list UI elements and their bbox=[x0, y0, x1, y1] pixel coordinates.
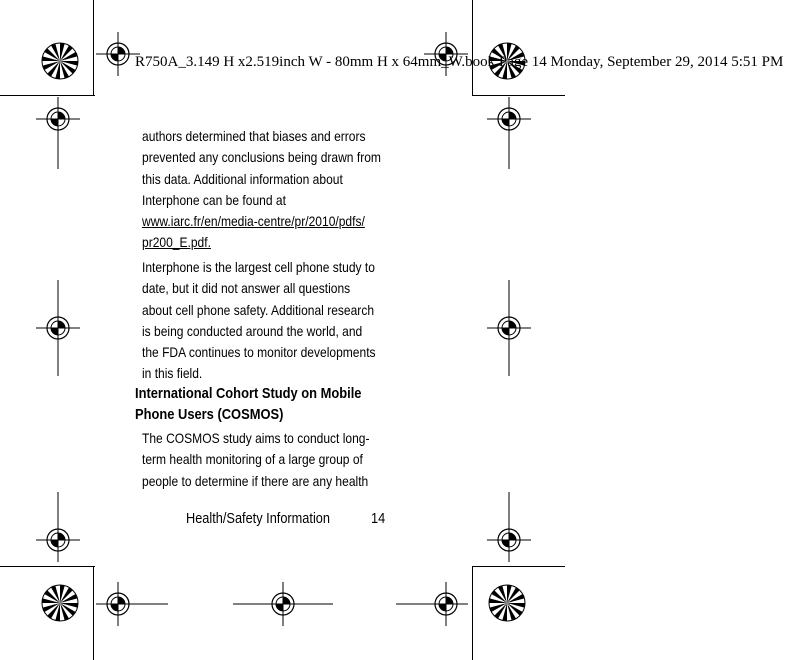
registration-mark bbox=[36, 97, 80, 141]
text-line: this data. Additional information about bbox=[142, 170, 343, 187]
star-target-icon bbox=[488, 584, 526, 622]
registration-mark bbox=[36, 306, 80, 350]
section-heading bbox=[135, 383, 427, 425]
registration-mark bbox=[96, 32, 140, 76]
iarc-link[interactable]: www.iarc.fr/en/media-centre/pr/2010/pdfs/ bbox=[142, 213, 365, 230]
printer-slug: R750A_3.149 H x2.519inch W - 80mm H x 64mm_W.book Page 14 Monday, September 29, 2014 5:51 PM bbox=[135, 54, 784, 70]
text-line: prevented any conclusions being drawn from bbox=[142, 149, 381, 166]
registration-mark bbox=[487, 518, 531, 562]
text-line: date, but it did not answer all questions bbox=[142, 280, 351, 297]
text-line: in this field. bbox=[142, 365, 203, 382]
heading-line: International Cohort Study on Mobile bbox=[135, 385, 362, 402]
star-target-icon bbox=[41, 42, 79, 80]
crop-line bbox=[93, 0, 94, 95]
footer-section-title: Health/Safety Information bbox=[186, 511, 330, 527]
paragraph-cosmos bbox=[142, 428, 426, 492]
crop-line bbox=[93, 566, 94, 660]
text-line: term health monitoring of a large group of bbox=[142, 451, 363, 468]
iarc-link[interactable]: pr200_E.pdf. bbox=[142, 234, 211, 251]
text-line: people to determine if there are any health bbox=[142, 472, 369, 489]
paragraph-interphone-results bbox=[142, 126, 426, 254]
registration-mark bbox=[424, 582, 468, 626]
heading-line: Phone Users (COSMOS) bbox=[135, 406, 284, 423]
registration-mark bbox=[487, 306, 531, 350]
crop-line bbox=[472, 566, 473, 660]
crop-line bbox=[0, 95, 95, 96]
text-line: The COSMOS study aims to conduct long- bbox=[142, 430, 370, 446]
registration-mark bbox=[96, 582, 140, 626]
registration-mark bbox=[36, 518, 80, 562]
crop-line bbox=[472, 0, 473, 95]
text-line: authors determined that biases and errors bbox=[142, 128, 366, 144]
text-line: about cell phone safety. Additional research bbox=[142, 301, 375, 318]
crop-line bbox=[0, 566, 95, 567]
paragraph-interphone-summary bbox=[142, 257, 426, 385]
footer-page-number: 14 bbox=[371, 511, 386, 527]
crop-line bbox=[472, 566, 565, 567]
crop-line bbox=[472, 95, 565, 96]
registration-mark bbox=[261, 582, 305, 626]
text-line: Interphone is the largest cell phone study to bbox=[142, 259, 375, 275]
star-target-icon bbox=[41, 584, 79, 622]
registration-mark bbox=[487, 97, 531, 141]
text-line: the FDA continues to monitor developments bbox=[142, 344, 376, 361]
text-line: Interphone can be found at bbox=[142, 191, 286, 208]
text-line: is being conducted around the world, and bbox=[142, 322, 363, 339]
